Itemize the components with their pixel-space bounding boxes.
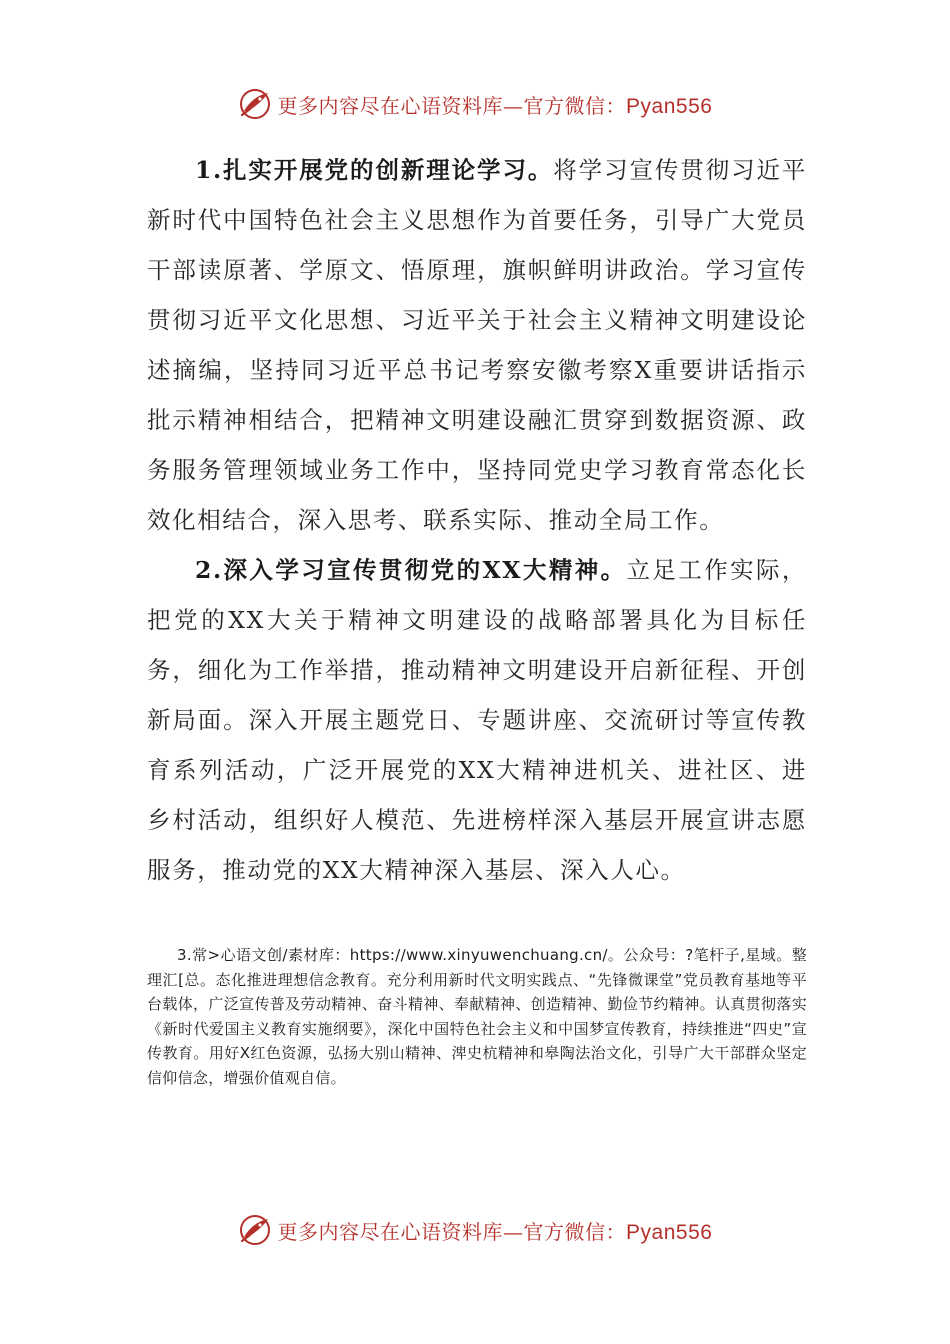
banner-text: 更多内容尽在心语资料库—官方微信：Pyan556 [277, 1219, 713, 1244]
paragraph-1-text: 将学习宣传贯彻习近平新时代中国特色社会主义思想作为首要任务，引导广大党员干部读原著、学原文、悟原理，旗帜鲜明讲政治。学习宣传贯彻习近平文化思想、习近平关于社会主义精神文明建设论述摘编，坚持同习近平总书记考察安徽考察X重要讲话指示批示精神相结合，把精神文明建设融汇贯穿到数据资源、政务服务管理领域业务工作中，坚持同党史学习教育常态化长效化相结合，深入思考、联系实际、推动全局工作。 [147, 156, 807, 534]
header-watermark-banner [0, 84, 950, 124]
pen-nib-logo-icon [238, 1213, 272, 1247]
paragraph-1 [147, 145, 807, 545]
paragraph-3-small: 3.常>心语文创/素材库：https://www.xinyuwenchuang.cn/。公众号：?笔杆子,星域。整理汇[总。态化推进理想信念教育。充分利用新时代文明实践点、“先锋微课堂”党员教育基地等平台载体，广泛宣传普及劳动精神、奋斗精神、奉献精神、创造精神、勤俭节约精神。认真贯彻落实《新时代爱国主义教育实施纲要》，深化中国特色社会主义和中国梦宣传教育，持续推进“四史”宣传教育。用好X红色资源，弘扬大别山精神、渒史杭精神和皋陶法治文化，引导广大干部群众坚定信仰信念，增强价值观自信。 [147, 946, 807, 1087]
paragraph-2-text: 立足工作实际，把党的XX大关于精神文明建设的战略部署具化为目标任务，细化为工作举措，推动精神文明建设开启新征程、开创新局面。深入开展主题党日、专题讲座、交流研讨等宣传教育系列活动，广泛开展党的XX大精神进机关、进社区、进乡村活动，组织好人模范、先进榜样深入基层开展宣讲志愿服务，推动党的XX大精神深入基层、深入人心。 [147, 556, 807, 884]
pen-nib-logo-icon [238, 87, 272, 121]
footer-watermark-banner [0, 1210, 950, 1250]
document-body [147, 145, 807, 895]
paragraph-2-heading: 2.深入学习宣传贯彻党的XX大精神。 [195, 556, 627, 584]
paragraph-2 [147, 545, 807, 895]
banner-text: 更多内容尽在心语资料库—官方微信：Pyan556 [277, 93, 713, 118]
paragraph-1-heading: 1.扎实开展党的创新理论学习。 [195, 156, 554, 184]
